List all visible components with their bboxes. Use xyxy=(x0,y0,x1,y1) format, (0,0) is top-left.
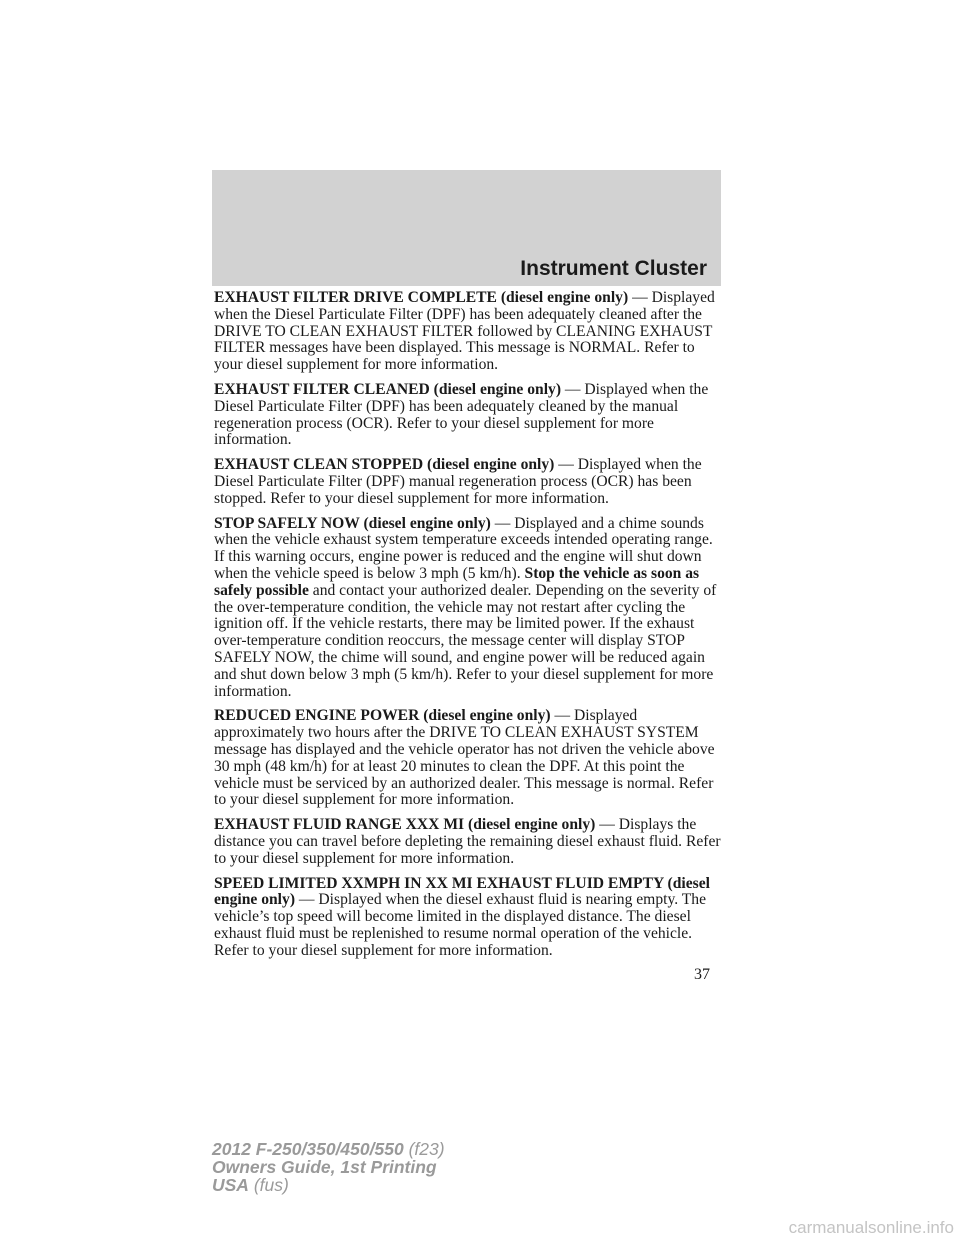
footer-model: 2012 F-250/350/450/550 xyxy=(212,1139,404,1159)
entry-term: EXHAUST FLUID RANGE XXX MI (diesel engine only) xyxy=(214,816,596,834)
manual-text xyxy=(214,290,721,967)
footer-printing: Owners Guide, 1st Printing xyxy=(212,1157,437,1177)
footer-market-code: (fus) xyxy=(248,1175,289,1195)
entry-exhaust-filter-drive-complete xyxy=(214,290,721,374)
entry-term: STOP SAFELY NOW (diesel engine only) xyxy=(214,514,491,532)
entry-description: — Displayed when the Diesel Particulate Filter (DPF) manual regeneration process (OCR) has been stopped. Refer to your diesel supplement for more information. xyxy=(214,456,702,507)
entry-description: — Displays the distance you can travel before depleting the remaining diesel exhaust fluid. Refer to your diesel supplement for more information. xyxy=(214,816,721,867)
footer-model-line xyxy=(212,1140,445,1158)
entry-exhaust-clean-stopped xyxy=(214,457,721,507)
section-header xyxy=(212,170,721,286)
entry-reduced-engine-power xyxy=(214,708,721,809)
watermark: carmanualsonline.info xyxy=(788,1218,954,1237)
entry-term: REDUCED ENGINE POWER (diesel engine only) xyxy=(214,707,551,725)
entry-exhaust-fluid-range xyxy=(214,817,721,867)
entry-term: EXHAUST CLEAN STOPPED (diesel engine only) xyxy=(214,456,555,474)
section-title: Instrument Cluster xyxy=(520,257,707,280)
print-footer xyxy=(212,1140,445,1194)
entry-description: — Displayed when the Diesel Particulate Filter (DPF) has been adequately cleaned after the DRIVE TO CLEAN EXHAUST FILTER followed by CLEANING EXHAUST FILTER messages have been displayed. This message is NORMAL. Refer to your diesel supplement for more information. xyxy=(214,289,715,374)
entry-emphasis: Stop the vehicle as soon as safely possible xyxy=(214,564,700,599)
page-number: 37 xyxy=(694,966,710,983)
entry-exhaust-filter-cleaned xyxy=(214,382,721,449)
entry-description: — Displayed approximately two hours after the DRIVE TO CLEAN EXHAUST SYSTEM message has displayed and the vehicle operator has not driven the vehicle above 30 mph (48 km/h) for at least 20 minutes to clean the DPF. At this point the vehicle must be serviced by an authorized dealer. This message is normal. Refer to your diesel supplement for more information. xyxy=(214,707,715,809)
entry-description: — Displayed when the Diesel Particulate Filter (DPF) has been adequately cleaned by the manual regeneration process (OCR). Refer to your diesel supplement for more information. xyxy=(214,380,709,449)
footer-printing-line xyxy=(212,1158,445,1176)
entry-term: EXHAUST FILTER DRIVE COMPLETE (diesel engine only) xyxy=(214,289,629,306)
entry-description-continued: and contact your authorized dealer. Depending on the severity of the over-temperature condition, the vehicle may not restart after cycling the ignition off. If the vehicle restarts, there may be limited power. If the exhaust over-temperature condition reoccurs, the message center will display STOP SAFELY NOW, the chime will sound, and engine power will be reduced again and shut down below 3 mph (5 km/h). Refer to your diesel supplement for more information. xyxy=(214,581,717,700)
entry-description: — Displayed and a chime sounds when the vehicle exhaust system temperature exceeds intended operating range. If this warning occurs, engine power is reduced and the engine will shut down when the vehicle speed is below 3 mph (5 km/h). xyxy=(214,514,713,582)
entry-stop-safely-now xyxy=(214,516,721,701)
footer-market-line xyxy=(212,1176,445,1194)
entry-description: — Displayed when the diesel exhaust fluid is nearing empty. The vehicle’s top speed will become limited in the displayed distance. The diesel exhaust fluid must be replenished to resume normal operation of the vehicle. Refer to your diesel supplement for more information. xyxy=(214,891,706,959)
footer-model-code: (f23) xyxy=(403,1139,445,1159)
entry-term: EXHAUST FILTER CLEANED (diesel engine only) xyxy=(214,380,562,398)
entry-speed-limited xyxy=(214,876,721,960)
entry-term: SPEED LIMITED XXMPH IN XX MI EXHAUST FLUID EMPTY (diesel engine only) xyxy=(214,874,710,909)
footer-market: USA xyxy=(212,1175,249,1195)
